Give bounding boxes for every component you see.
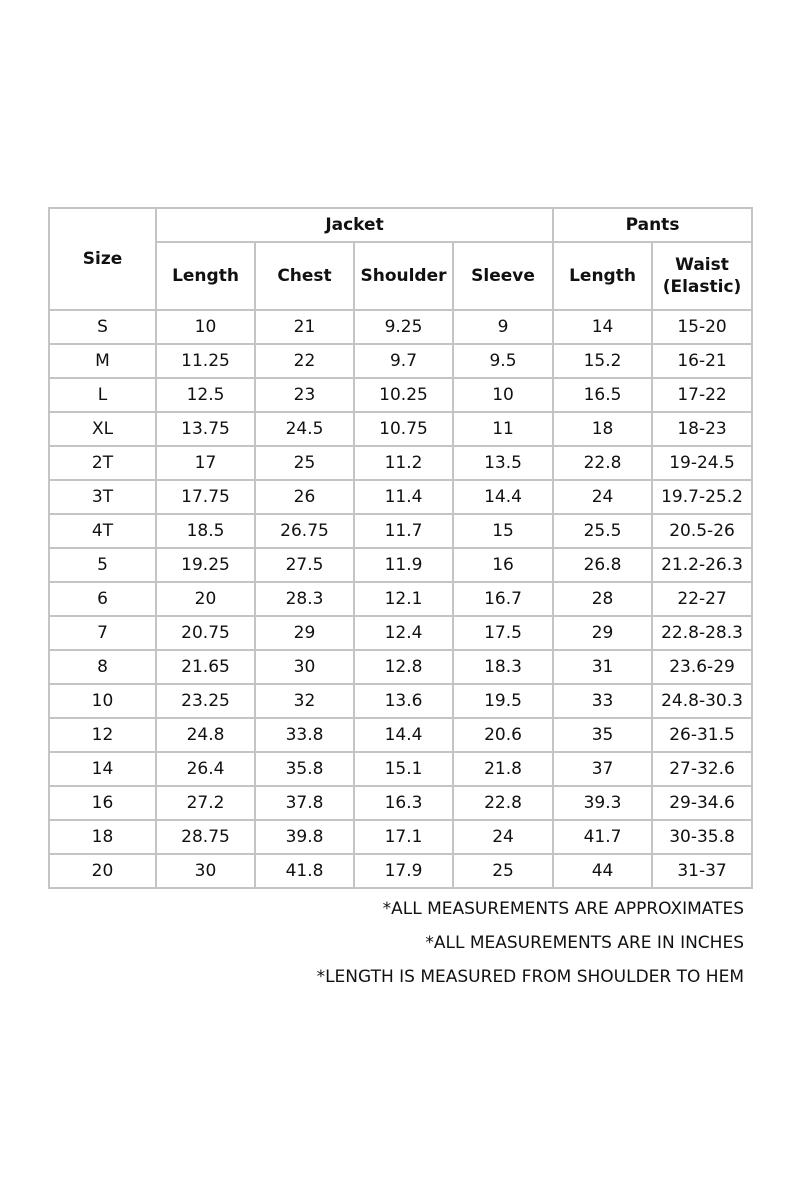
table-row: [49, 548, 752, 582]
pants-length-cell: 44: [553, 854, 652, 888]
size-cell: 10: [49, 684, 156, 718]
shoulder-cell: 17.9: [354, 854, 453, 888]
waist-cell: 23.6-29: [652, 650, 752, 684]
waist-cell: 22.8-28.3: [652, 616, 752, 650]
waist-cell: 30-35.8: [652, 820, 752, 854]
shoulder-cell: 13.6: [354, 684, 453, 718]
sleeve-cell: 18.3: [453, 650, 553, 684]
shoulder-cell: 10.75: [354, 412, 453, 446]
size-cell: 18: [49, 820, 156, 854]
waist-cell: 27-32.6: [652, 752, 752, 786]
waist-cell: 20.5-26: [652, 514, 752, 548]
shoulder-cell: 16.3: [354, 786, 453, 820]
chest-cell: 27.5: [255, 548, 354, 582]
header-group-row: [49, 208, 752, 242]
sleeve-cell: 13.5: [453, 446, 553, 480]
jacket-group-header: Jacket: [156, 208, 553, 242]
chest-cell: 25: [255, 446, 354, 480]
sleeve-cell: 16.7: [453, 582, 553, 616]
table-row: [49, 684, 752, 718]
chest-cell: 41.8: [255, 854, 354, 888]
chest-cell: 22: [255, 344, 354, 378]
note-length-measured: *LENGTH IS MEASURED FROM SHOULDER TO HEM: [316, 967, 744, 987]
pants-length-cell: 26.8: [553, 548, 652, 582]
pants-length-cell: 31: [553, 650, 652, 684]
pants-length-cell: 18: [553, 412, 652, 446]
size-cell: 6: [49, 582, 156, 616]
size-cell: 14: [49, 752, 156, 786]
size-cell: 7: [49, 616, 156, 650]
size-cell: 12: [49, 718, 156, 752]
jacket-length-cell: 26.4: [156, 752, 255, 786]
waist-header-line2: (Elastic): [662, 277, 742, 297]
table-row: [49, 412, 752, 446]
jacket-length-cell: 17.75: [156, 480, 255, 514]
jacket-length-cell: 17: [156, 446, 255, 480]
chest-cell: 32: [255, 684, 354, 718]
sleeve-header: Sleeve: [453, 242, 553, 310]
shoulder-cell: 15.1: [354, 752, 453, 786]
waist-cell: 29-34.6: [652, 786, 752, 820]
sleeve-cell: 16: [453, 548, 553, 582]
sleeve-cell: 15: [453, 514, 553, 548]
chest-cell: 30: [255, 650, 354, 684]
chest-cell: 29: [255, 616, 354, 650]
jacket-length-cell: 18.5: [156, 514, 255, 548]
pants-group-header: Pants: [553, 208, 752, 242]
chest-cell: 26.75: [255, 514, 354, 548]
sleeve-cell: 24: [453, 820, 553, 854]
chest-header: Chest: [255, 242, 354, 310]
waist-cell: 16-21: [652, 344, 752, 378]
pants-length-cell: 33: [553, 684, 652, 718]
table-row: [49, 480, 752, 514]
jacket-length-cell: 13.75: [156, 412, 255, 446]
sleeve-cell: 21.8: [453, 752, 553, 786]
shoulder-cell: 11.9: [354, 548, 453, 582]
pants-length-cell: 22.8: [553, 446, 652, 480]
size-cell: M: [49, 344, 156, 378]
pants-length-cell: 37: [553, 752, 652, 786]
jacket-length-cell: 23.25: [156, 684, 255, 718]
pants-length-cell: 24: [553, 480, 652, 514]
shoulder-cell: 14.4: [354, 718, 453, 752]
jacket-length-cell: 27.2: [156, 786, 255, 820]
waist-cell: 31-37: [652, 854, 752, 888]
chest-cell: 28.3: [255, 582, 354, 616]
jacket-length-cell: 30: [156, 854, 255, 888]
shoulder-cell: 17.1: [354, 820, 453, 854]
shoulder-cell: 12.1: [354, 582, 453, 616]
pants-length-cell: 14: [553, 310, 652, 344]
size-cell: 5: [49, 548, 156, 582]
chest-cell: 24.5: [255, 412, 354, 446]
shoulder-cell: 12.8: [354, 650, 453, 684]
jacket-length-cell: 20: [156, 582, 255, 616]
size-cell: XL: [49, 412, 156, 446]
size-cell: 20: [49, 854, 156, 888]
notes: [144, 896, 744, 998]
size-cell: 2T: [49, 446, 156, 480]
sleeve-cell: 25: [453, 854, 553, 888]
chest-cell: 21: [255, 310, 354, 344]
table-row: [49, 650, 752, 684]
waist-cell: 18-23: [652, 412, 752, 446]
waist-cell: 19-24.5: [652, 446, 752, 480]
table-row: [49, 344, 752, 378]
sleeve-cell: 11: [453, 412, 553, 446]
table-row: [49, 718, 752, 752]
table-row: [49, 752, 752, 786]
waist-cell: 26-31.5: [652, 718, 752, 752]
waist-header-line1: Waist: [675, 255, 729, 275]
pants-length-cell: 15.2: [553, 344, 652, 378]
sleeve-cell: 14.4: [453, 480, 553, 514]
chest-cell: 37.8: [255, 786, 354, 820]
waist-cell: 24.8-30.3: [652, 684, 752, 718]
size-cell: S: [49, 310, 156, 344]
pants-length-cell: 28: [553, 582, 652, 616]
shoulder-cell: 11.7: [354, 514, 453, 548]
shoulder-cell: 11.4: [354, 480, 453, 514]
jacket-length-cell: 11.25: [156, 344, 255, 378]
pants-length-cell: 41.7: [553, 820, 652, 854]
size-rows: [49, 310, 752, 888]
size-header: Size: [49, 208, 156, 310]
jacket-length-header: Length: [156, 242, 255, 310]
chest-cell: 39.8: [255, 820, 354, 854]
waist-cell: 17-22: [652, 378, 752, 412]
table-row: [49, 820, 752, 854]
waist-cell: 15-20: [652, 310, 752, 344]
jacket-length-cell: 21.65: [156, 650, 255, 684]
waist-header: [652, 242, 752, 310]
table-row: [49, 514, 752, 548]
chest-cell: 35.8: [255, 752, 354, 786]
table-row: [49, 854, 752, 888]
pants-length-header: Length: [553, 242, 652, 310]
shoulder-cell: 9.25: [354, 310, 453, 344]
shoulder-cell: 11.2: [354, 446, 453, 480]
jacket-length-cell: 24.8: [156, 718, 255, 752]
note-approximate: *ALL MEASUREMENTS ARE APPROXIMATES: [382, 899, 744, 919]
size-chart-table: [48, 207, 753, 889]
table-row: [49, 378, 752, 412]
pants-length-cell: 16.5: [553, 378, 652, 412]
table-row: [49, 446, 752, 480]
jacket-length-cell: 20.75: [156, 616, 255, 650]
jacket-length-cell: 19.25: [156, 548, 255, 582]
table-row: [49, 616, 752, 650]
chest-cell: 26: [255, 480, 354, 514]
table-row: [49, 582, 752, 616]
jacket-length-cell: 12.5: [156, 378, 255, 412]
size-cell: 3T: [49, 480, 156, 514]
shoulder-cell: 10.25: [354, 378, 453, 412]
waist-cell: 19.7-25.2: [652, 480, 752, 514]
note-inches: *ALL MEASUREMENTS ARE IN INCHES: [425, 933, 744, 953]
size-cell: 16: [49, 786, 156, 820]
size-cell: 4T: [49, 514, 156, 548]
size-cell: 8: [49, 650, 156, 684]
table-row: [49, 310, 752, 344]
pants-length-cell: 39.3: [553, 786, 652, 820]
sleeve-cell: 9: [453, 310, 553, 344]
sleeve-cell: 10: [453, 378, 553, 412]
chest-cell: 23: [255, 378, 354, 412]
pants-length-cell: 35: [553, 718, 652, 752]
shoulder-cell: 12.4: [354, 616, 453, 650]
jacket-length-cell: 28.75: [156, 820, 255, 854]
sleeve-cell: 17.5: [453, 616, 553, 650]
sleeve-cell: 9.5: [453, 344, 553, 378]
waist-cell: 21.2-26.3: [652, 548, 752, 582]
size-cell: L: [49, 378, 156, 412]
sleeve-cell: 22.8: [453, 786, 553, 820]
waist-cell: 22-27: [652, 582, 752, 616]
sleeve-cell: 19.5: [453, 684, 553, 718]
chest-cell: 33.8: [255, 718, 354, 752]
pants-length-cell: 25.5: [553, 514, 652, 548]
jacket-length-cell: 10: [156, 310, 255, 344]
sleeve-cell: 20.6: [453, 718, 553, 752]
table-row: [49, 786, 752, 820]
shoulder-header: Shoulder: [354, 242, 453, 310]
pants-length-cell: 29: [553, 616, 652, 650]
shoulder-cell: 9.7: [354, 344, 453, 378]
